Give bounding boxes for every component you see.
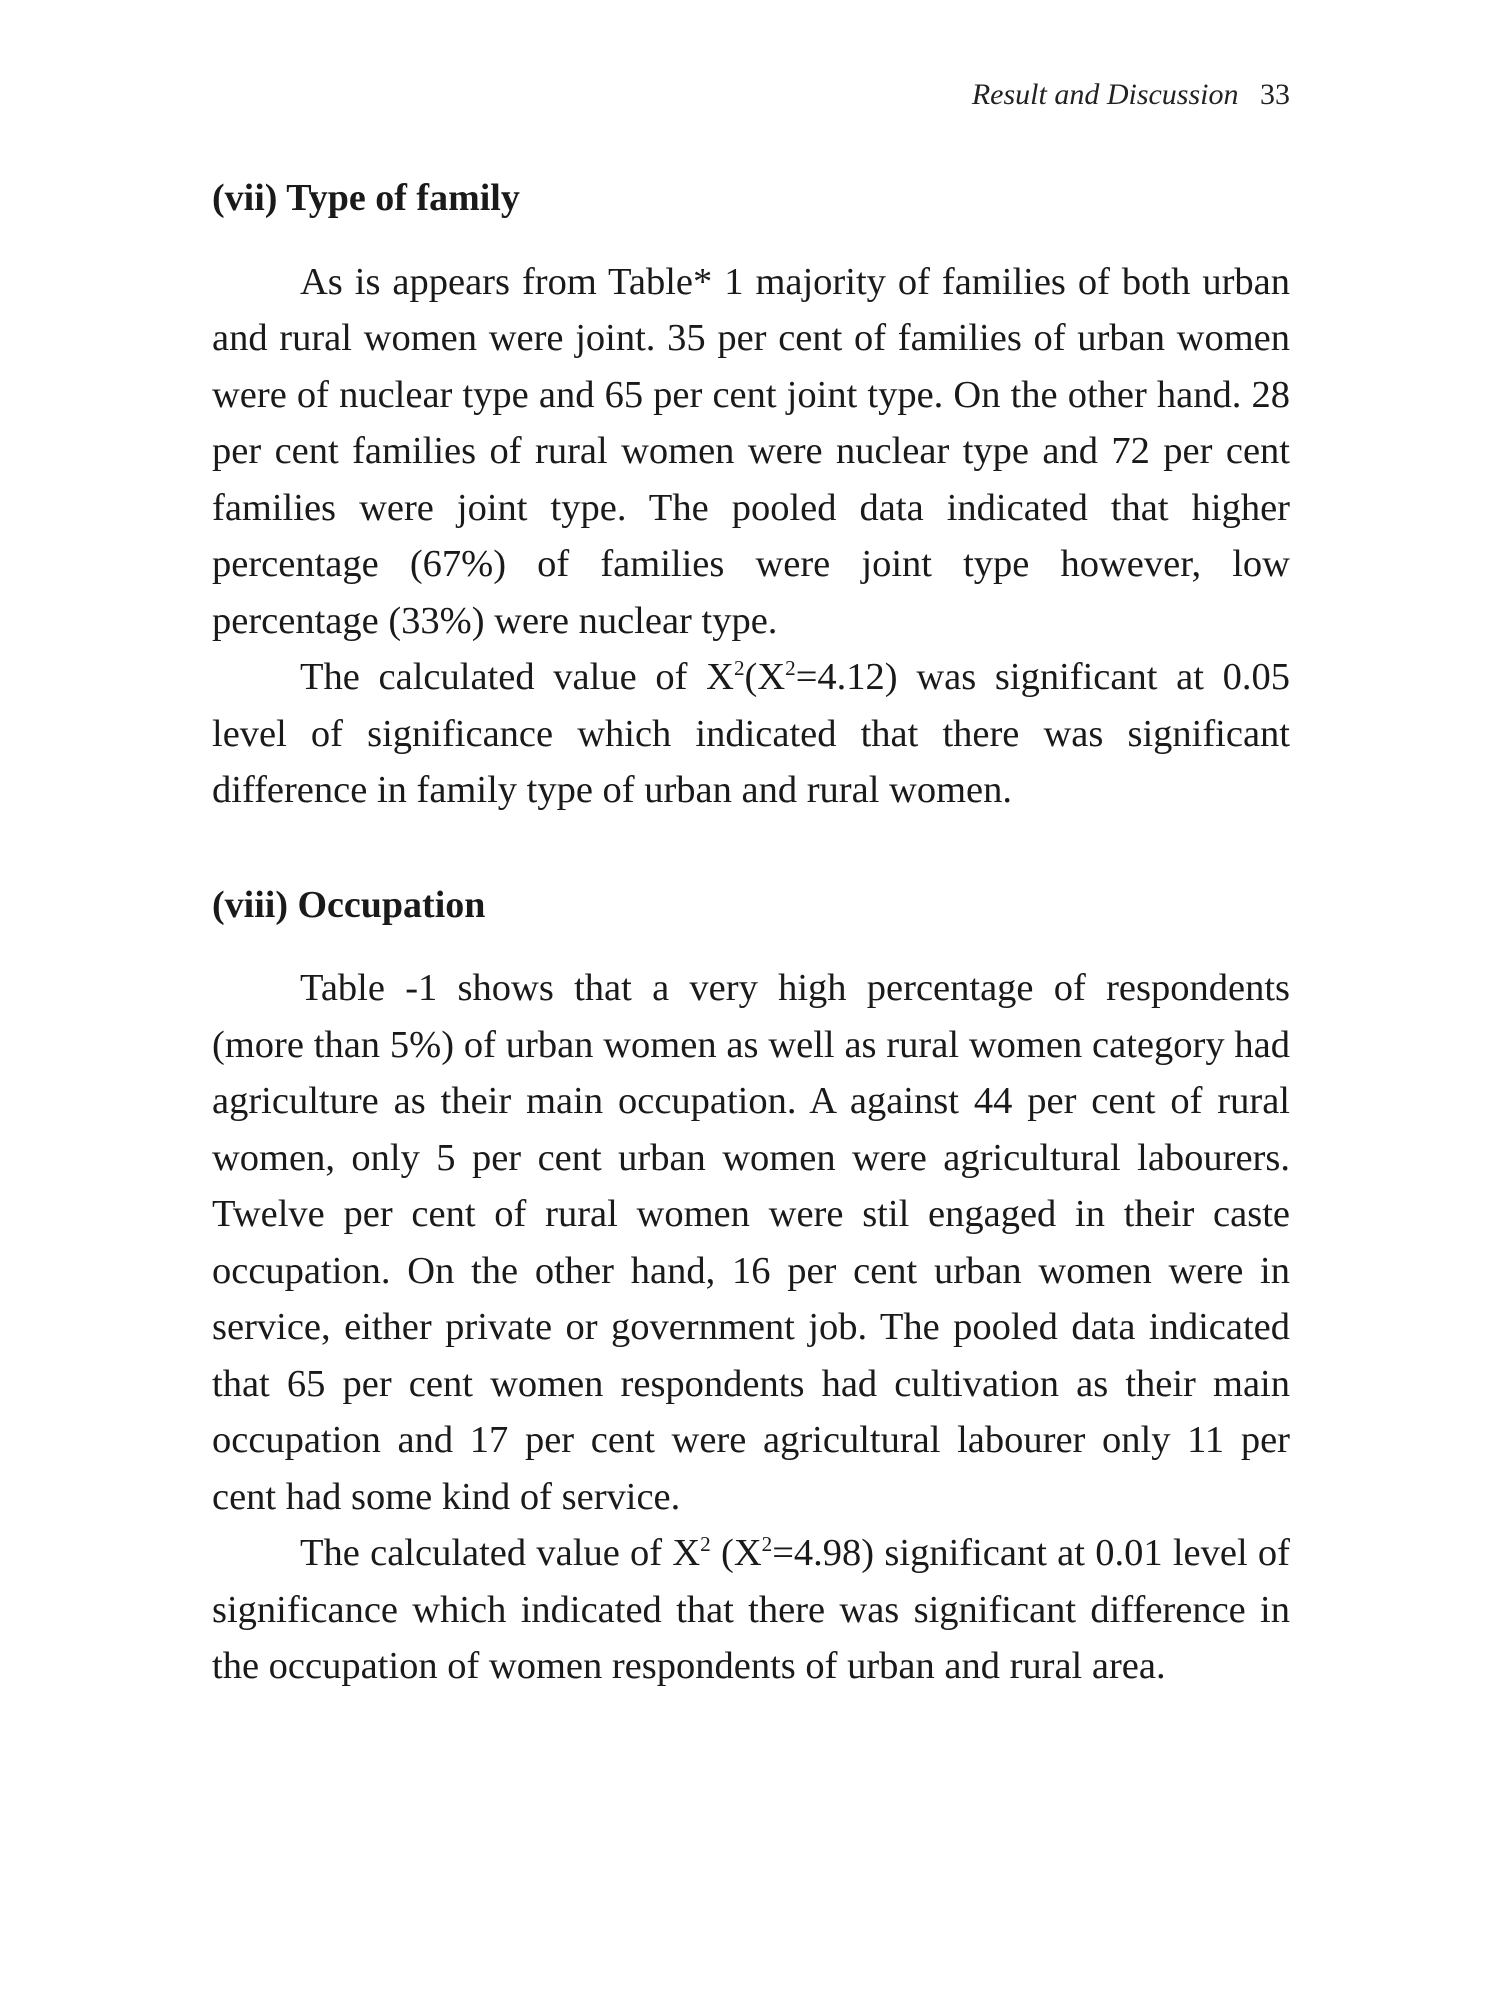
superscript: 2 xyxy=(785,656,796,681)
document-page xyxy=(212,70,1290,1759)
text-run: The calculated value of X xyxy=(300,1532,701,1575)
paragraph: As is appears from Table* 1 majority of families of both urban and rural women were joint. 35 per cent of families of urban women were of nuclear type and 65 per cent joint type. On the other hand. 28 per cent families of rural women were nuclear type and 72 per cent families were joint type. The pooled data indicated that higher percentage (67%) of families were joint type however, low percentage (33%) were nuclear type. xyxy=(212,260,1290,642)
text-run: (X xyxy=(710,1532,762,1575)
paragraph-chi-square xyxy=(212,649,1290,819)
section-occupation xyxy=(212,883,1290,1695)
section-type-of-family xyxy=(212,176,1290,819)
paragraph-chi-square xyxy=(212,1525,1290,1695)
text-run: =4.98) significant at 0.01 level of significance which indicated that there was significant difference in the occupation of women respondents of urban and rural area. xyxy=(212,1532,1290,1688)
running-head xyxy=(212,78,1290,112)
paragraph: Table -1 shows that a very high percentage of respondents (more than 5%) of urban women as well as rural women category had agriculture as their main occupation. A against 44 per cent of rural women, only 5 per cent urban women were agricultural labourers. Twelve per cent of rural women were stil engaged in their caste occupation. On the other hand, 16 per cent urban women were in service, either private or government job. The pooled data indicated that 65 per cent women respondents had cultivation as their main occupation and 17 per cent were agricultural labourer only 11 per cent had some kind of service. xyxy=(212,967,1290,1518)
section-heading: (vii) Type of family xyxy=(212,177,520,219)
superscript: 2 xyxy=(700,1532,711,1557)
text-run: =4.12) was significant at 0.05 level of significance which indicated that there was significant difference in family type of urban and rural women. xyxy=(212,656,1290,812)
section-heading: (viii) Occupation xyxy=(212,883,486,926)
running-head-title: Result and Discussion xyxy=(971,78,1239,111)
superscript: 2 xyxy=(761,1532,773,1557)
page-number: 33 xyxy=(1260,78,1290,111)
text-run: The calculated value of X xyxy=(300,656,734,699)
text-run: (X xyxy=(744,656,786,699)
superscript: 2 xyxy=(733,656,745,681)
